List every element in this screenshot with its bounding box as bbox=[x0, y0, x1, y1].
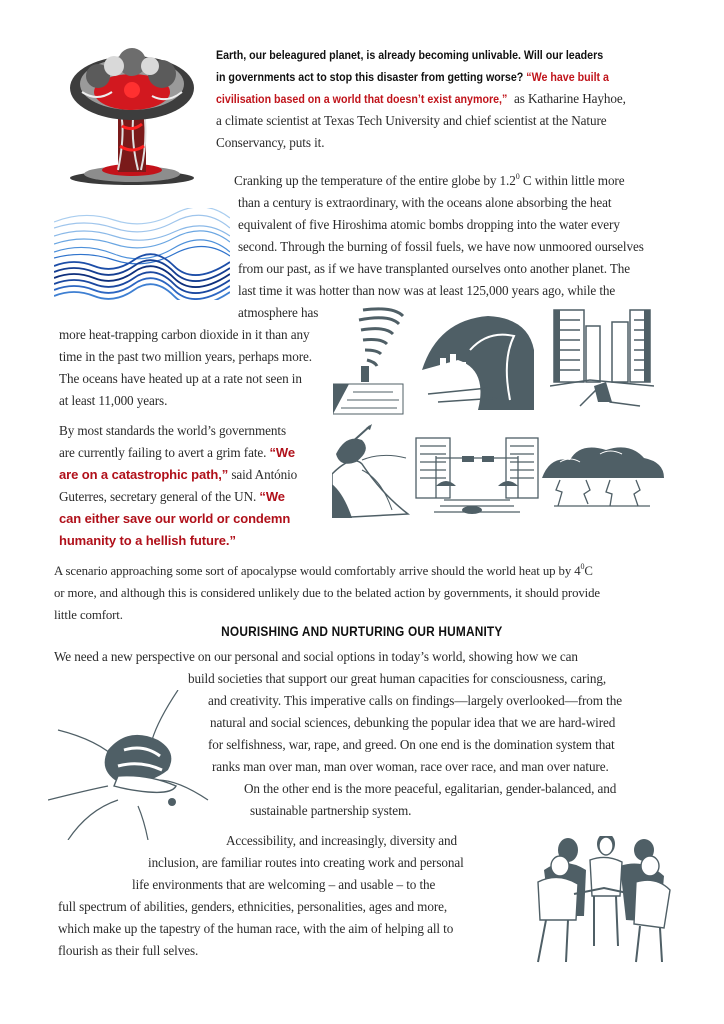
para5-line-6: flourish as their full selves. bbox=[58, 943, 199, 958]
intro-text: Earth, our beleagured planet, is already becoming unlivable. Will our leaders bbox=[216, 48, 604, 62]
para4-line-3: and creativity. This imperative calls on findings—largely overlooked—from the bbox=[208, 693, 622, 708]
para5-line-5: which make up the tapestry of the human race, with the aim of helping all to bbox=[58, 921, 454, 936]
guterres-quote: can either save our world or condemn bbox=[59, 511, 291, 526]
guterres-quote: are on a catastrophic path,” bbox=[59, 467, 229, 482]
text: A scenario approaching some sort of apocalypse would comfortably arrive should the world heat up by 4 bbox=[54, 564, 581, 578]
para5-line-3: life environments that are welcoming – and usable – to the bbox=[132, 877, 436, 892]
degree-sup: 0 bbox=[580, 562, 585, 571]
stacked-hands-illustration bbox=[48, 690, 228, 840]
para4-line-7: On the other end is the more peaceful, egalitarian, gender-balanced, and bbox=[244, 781, 617, 796]
intro-text: in governments act to stop this disaster from getting worse? bbox=[216, 70, 527, 84]
para4-line-1: We need a new perspective on our personal and social options in today’s world, showing how we can bbox=[54, 649, 578, 664]
volcano-illustration bbox=[332, 424, 410, 518]
para1-line-8: more heat-trapping carbon dioxide in it than any bbox=[59, 327, 310, 342]
para4-line-5: for selfishness, war, rape, and greed. On one end is the domination system that bbox=[208, 737, 615, 752]
para5-line-4: full spectrum of abilities, genders, ethnicities, personalities, ages and more, bbox=[58, 899, 448, 914]
text: are currently failing to avert a grim fate. bbox=[59, 445, 270, 460]
para1-line-6: last time it was hotter than now was at least 125,000 years ago, while the bbox=[238, 283, 616, 298]
intro-attribution: Conservancy, puts it. bbox=[216, 135, 325, 150]
storm-cloud-illustration bbox=[540, 442, 666, 512]
intro-line-3 bbox=[216, 88, 626, 110]
guterres-quote: “We bbox=[269, 445, 295, 460]
para4-line-4: natural and social sciences, debunking the popular idea that we are hard-wired bbox=[210, 715, 616, 730]
para1-line-4: second. Through the burning of fossil fuels, we have now unmoored ourselves bbox=[238, 239, 644, 254]
intro-line-1 bbox=[216, 44, 666, 66]
text: said António bbox=[228, 467, 298, 482]
hayhoe-quote: “We have built a bbox=[526, 70, 609, 84]
para2-line-1: By most standards the world’s governments bbox=[59, 423, 287, 438]
section-heading-text: NOURISHING AND NURTURING OUR HUMANITY bbox=[221, 624, 503, 639]
text: C bbox=[584, 564, 593, 578]
para1-line-2: than a century is extraordinary, with the oceans alone absorbing the heat bbox=[238, 195, 612, 210]
para1-line-10: The oceans have heated up at a rate not seen in bbox=[59, 371, 302, 386]
para3-line-3: little comfort. bbox=[54, 608, 123, 622]
tsunami-illustration bbox=[418, 310, 536, 412]
para4-line-2: build societies that support our great human capacities for consciousness, caring, bbox=[188, 671, 607, 686]
para3-line-2: or more, and although this is considered unlikely due to the belated action by governments, it should provide bbox=[54, 586, 601, 600]
guterres-quote: “We bbox=[259, 489, 285, 504]
earthquake-illustration bbox=[550, 306, 654, 412]
mushroom-cloud-illustration bbox=[62, 46, 202, 188]
para2-line-2 bbox=[59, 442, 295, 464]
text: Cranking up the temperature of the entire globe by 1.2 bbox=[234, 173, 516, 188]
para4-line-8: sustainable partnership system. bbox=[250, 803, 412, 818]
para3-line-1 bbox=[54, 560, 593, 582]
para1-line-7: atmosphere has bbox=[238, 305, 319, 320]
para1-line-11: at least 11,000 years. bbox=[59, 393, 168, 408]
section-heading bbox=[0, 624, 724, 639]
para1-line-1 bbox=[234, 170, 624, 192]
para5-line-1: Accessibility, and increasingly, diversity and bbox=[226, 833, 458, 848]
text: C within little more bbox=[519, 173, 625, 188]
guterres-quote: humanity to a hellish future.” bbox=[59, 533, 236, 548]
para2-line-3 bbox=[59, 464, 297, 486]
flooded-city-illustration bbox=[414, 436, 540, 516]
para2-line-4 bbox=[59, 486, 285, 508]
group-huddle-illustration bbox=[524, 836, 682, 964]
intro-attribution: a climate scientist at Texas Tech University and chief scientist at the Nature bbox=[216, 113, 607, 128]
para1-line-9: time in the past two million years, perhaps more. bbox=[59, 349, 312, 364]
para5-line-2: inclusion, are familiar routes into creating work and personal bbox=[148, 855, 464, 870]
para1-line-5: from our past, as if we have transplanted ourselves onto another planet. The bbox=[238, 261, 631, 276]
tornado-illustration bbox=[333, 306, 405, 416]
degree-sup: 0 bbox=[515, 172, 520, 181]
ocean-waves-illustration bbox=[54, 208, 230, 300]
para4-line-6: ranks man over man, man over woman, race over race, and man over nature. bbox=[212, 759, 609, 774]
hayhoe-quote: civilisation based on a world that doesn’t exist anymore,” bbox=[216, 92, 508, 106]
text: Guterres, secretary general of the UN. bbox=[59, 489, 260, 504]
para1-line-3: equivalent of five Hiroshima atomic bombs dropping into the water every bbox=[238, 217, 620, 232]
intro-line-2 bbox=[216, 66, 673, 88]
intro-attribution: as Katharine Hayhoe, bbox=[510, 91, 626, 106]
